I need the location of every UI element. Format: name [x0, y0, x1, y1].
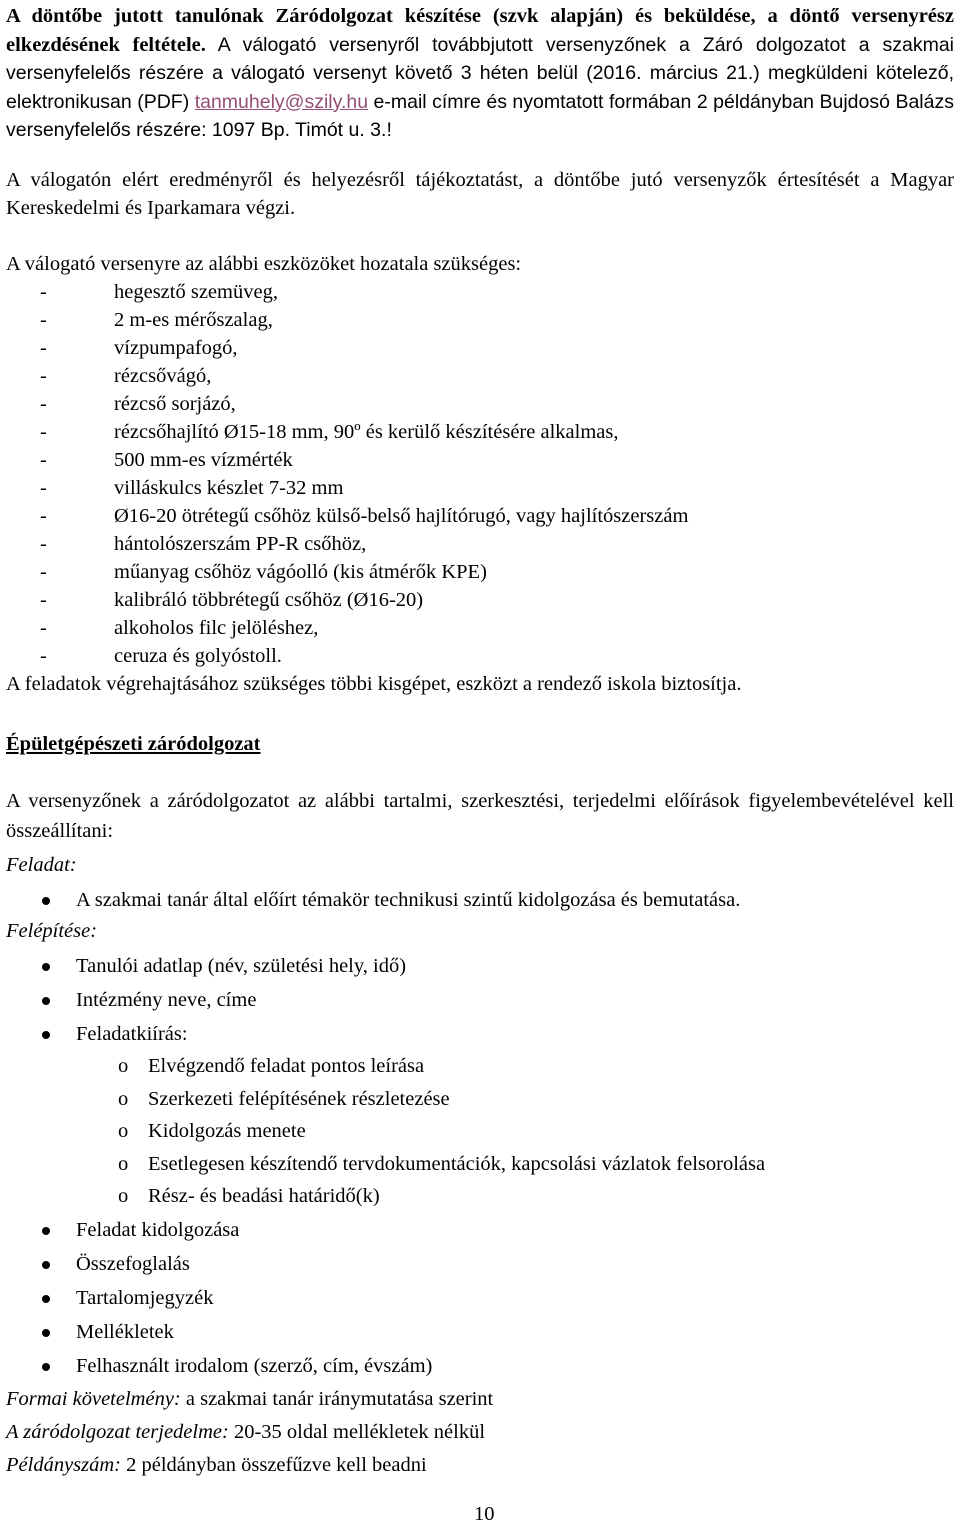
sub-bullet-marker: o [118, 1120, 129, 1142]
bullet-icon [42, 1227, 50, 1235]
structure-item-text: Tartalomjegyzék [76, 1287, 214, 1309]
tools-list [6, 278, 954, 670]
bullet-icon [42, 1295, 50, 1303]
tool-item-text: vízpumpafogó, [114, 337, 238, 359]
structure-sub-item-text: Szerkezeti felépítésének részletezése [148, 1088, 450, 1110]
bullet-icon [42, 1261, 50, 1269]
tool-item [6, 362, 954, 390]
dash-marker: - [40, 561, 47, 583]
copies-requirement [6, 1451, 427, 1479]
dash-marker: - [40, 617, 47, 639]
bullet-icon [42, 1363, 50, 1371]
tool-item-text: 2 m-es mérőszalag, [114, 309, 273, 331]
section-intro: A versenyzőnek a záródolgozatot az alábbi tartalmi, szerkesztési, terjedelmi előírások figyelembevételével kell összeállítani: [6, 790, 954, 842]
tool-item [6, 614, 954, 642]
tool-item-text: hegesztő szemüveg, [114, 281, 278, 303]
paragraph-submission [6, 2, 954, 145]
length-text: 20-35 oldal mellékletek nélkül [228, 1421, 486, 1443]
feladat-label: Feladat: [6, 854, 77, 876]
tool-item [6, 474, 954, 502]
bullet-icon [42, 1031, 50, 1039]
tool-item [6, 306, 954, 334]
structure-item-text: Intézmény neve, címe [76, 989, 257, 1011]
page-number: 10 [474, 1503, 495, 1525]
felepitese-label: Felépítése: [6, 920, 98, 942]
tool-item [6, 502, 954, 530]
tools-closing: A feladatok végrehajtásához szükséges többi kisgépet, eszközt a rendező iskola biztosítja. [6, 673, 742, 695]
bullet-icon [42, 897, 50, 905]
structure-sub-item-text: Rész- és beadási határidő(k) [148, 1185, 380, 1207]
dash-marker: - [40, 477, 47, 499]
dash-marker: - [40, 281, 47, 303]
dash-marker: - [40, 309, 47, 331]
formal-label: Formai követelmény: [6, 1388, 181, 1410]
copies-label: Példányszám: [6, 1454, 122, 1476]
tool-item-text: alkoholos filc jelöléshez, [114, 617, 319, 639]
tool-item [6, 418, 954, 446]
tool-item-text: hántolószerszám PP-R csőhöz, [114, 533, 367, 555]
tool-item-text: ceruza és golyóstoll. [114, 645, 282, 667]
tool-item-text: kalibráló többrétegű csőhöz (Ø16-20) [114, 589, 424, 611]
tool-item-text: rézcsővágó, [114, 365, 212, 387]
dash-marker: - [40, 365, 47, 387]
dash-marker: - [40, 505, 47, 527]
structure-item-text: Mellékletek [76, 1321, 174, 1343]
structure-item-text: Felhasznált irodalom (szerző, cím, évszám) [76, 1355, 433, 1377]
tool-item [6, 642, 954, 670]
tool-item-text: 500 mm-es vízmérték [114, 449, 293, 471]
copies-text: 2 példányban összefűzve kell beadni [121, 1454, 427, 1476]
sub-bullet-marker: o [118, 1088, 129, 1110]
bullet-icon [42, 1329, 50, 1337]
dash-marker: - [40, 533, 47, 555]
structure-sub-item-text: Esetlegesen készítendő tervdokumentációk, kapcsolási vázlatok felsorolása [148, 1153, 766, 1175]
bullet-icon [42, 997, 50, 1005]
structure-item-text: Összefoglalás [76, 1253, 190, 1275]
tool-item-text: rézcső sorjázó, [114, 393, 236, 415]
tool-item [6, 390, 954, 418]
submission-text-2: e-mail címre és nyomtatott formában 2 példányban Bujdosó Balázs versenyfelelős részére: 1097 Bp. Timót u. 3.! [6, 90, 954, 141]
tool-item-text: villáskulcs készlet 7-32 mm [114, 477, 344, 499]
tools-intro: A válogató versenyre az alábbi eszközöket hozatala szükséges: [6, 253, 522, 275]
bold-lead-text: A döntőbe jutott tanulónak Záródolgozat készítése (szvk alapján) és beküldése, a döntő versenyrész elkezdésének feltétele. [6, 5, 954, 56]
tools-section [6, 250, 954, 698]
submission-text: A válogató versenyről továbbjutott versenyzőnek a Záró dolgozatot a szakmai versenyfelelős részére a válogató versenyt követő 3 héten belül (2016. március 21.) megküldeni kötelező, elektronikusan (PDF) [6, 33, 954, 113]
formal-requirement [6, 1385, 493, 1413]
email-link[interactable] [195, 91, 368, 113]
dash-marker: - [40, 393, 47, 415]
email-link-part1[interactable]: tanmuhely@szily [194, 90, 341, 113]
tool-item [6, 446, 954, 474]
dash-marker: - [40, 449, 47, 471]
structure-sub-item-text: Elvégzendő feladat pontos leírása [148, 1055, 425, 1077]
feladat-item-text: A szakmai tanár által előírt témakör technikusi szintű kidolgozása és bemutatása. [76, 889, 741, 911]
email-link-part2[interactable]: .hu [340, 90, 369, 113]
structure-item-text: Tanulói adatlap (név, születési hely, idő) [76, 955, 407, 977]
section-heading: Épületgépészeti záródolgozat [6, 733, 261, 755]
dash-marker: - [40, 645, 47, 667]
tool-item [6, 586, 954, 614]
structure-item-text: Feladatkiírás: [76, 1023, 188, 1045]
dash-marker: - [40, 421, 47, 443]
sub-bullet-marker: o [118, 1153, 129, 1175]
length-label: A záródolgozat terjedelme: [6, 1421, 229, 1443]
tool-item-text: műanyag csőhöz vágóolló (kis átmérők KPE) [114, 561, 487, 583]
paragraph-results: A válogatón elért eredményről és helyezésről tájékoztatást, a döntőbe jutó versenyzők értesítését a Magyar Kereskedelmi és Iparkamara végzi. [6, 169, 954, 219]
length-requirement [6, 1418, 485, 1446]
sub-bullet-marker: o [118, 1185, 129, 1207]
structure-item-text: Feladat kidolgozása [76, 1219, 240, 1241]
tool-item-text: Ø16-20 ötrétegű csőhöz külső-belső hajlítórugó, vagy hajlítószerszám [114, 505, 689, 527]
sub-bullet-marker: o [118, 1055, 129, 1077]
dash-marker: - [40, 337, 47, 359]
tool-item [6, 558, 954, 586]
tool-item [6, 530, 954, 558]
structure-sub-item-text: Kidolgozás menete [148, 1120, 306, 1142]
tool-item [6, 334, 954, 362]
formal-text: a szakmai tanár iránymutatása szerint [180, 1388, 494, 1410]
tool-item [6, 278, 954, 306]
tool-item-text: rézcsőhajlító Ø15-18 mm, 90º és kerülő készítésére alkalmas, [114, 421, 619, 443]
dash-marker: - [40, 589, 47, 611]
bullet-icon [42, 963, 50, 971]
